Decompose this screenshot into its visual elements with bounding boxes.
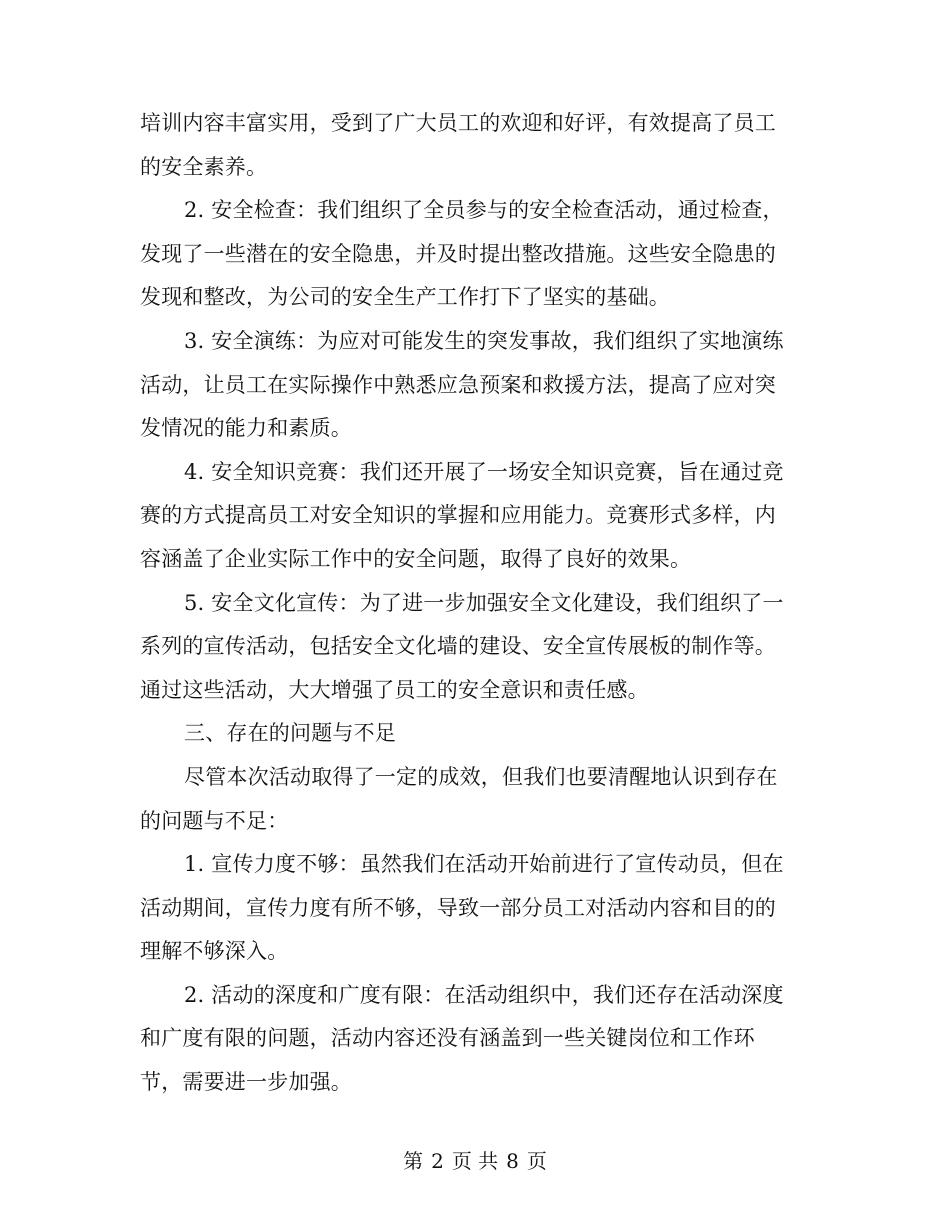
total-pages-number: 8 xyxy=(506,1149,519,1173)
section-heading: 三、存在的问题与不足 xyxy=(184,721,396,746)
text-line: 的问题与不足： xyxy=(140,808,289,833)
text-line: 活动期间，宣传力度有所不够，导致一部分员工对活动内容和目的的 xyxy=(140,895,776,920)
text-line: 活动，让员工在实际操作中熟悉应急预案和救援方法，提高了应对突 xyxy=(140,372,776,397)
text-line: 赛的方式提高员工对安全知识的掌握和应用能力。竞赛形式多样，内 xyxy=(140,503,776,528)
page-label-suffix: 页 xyxy=(526,1149,547,1173)
text-line: 节，需要进一步加强。 xyxy=(140,1070,352,1095)
document-body xyxy=(140,102,812,1105)
text-line: 培训内容丰富实用，受到了广大员工的欢迎和好评，有效提高了员工 xyxy=(140,111,776,135)
text-line: 3. 安全演练：为应对可能发生的突发事故，我们组织了实地演练 xyxy=(184,328,784,353)
text-line: 的安全素养。 xyxy=(140,154,268,179)
text-line: 通过这些活动，大大增强了员工的安全意识和责任感。 xyxy=(140,677,649,702)
text-line: 4. 安全知识竞赛：我们还开展了一场安全知识竞赛，旨在通过竞 xyxy=(184,459,784,484)
page-label-mid: 页 共 xyxy=(451,1149,499,1173)
text-line: 尽管本次活动取得了一定的成效，但我们也要清醒地认识到存在 xyxy=(184,764,778,789)
current-page-number: 2 xyxy=(431,1149,444,1173)
text-line: 和广度有限的问题，活动内容还没有涵盖到一些关键岗位和工作环 xyxy=(140,1026,755,1051)
text-line: 系列的宣传活动，包括安全文化墙的建设、安全宣传展板的制作等。 xyxy=(140,634,776,659)
text-line: 容涵盖了企业实际工作中的安全问题，取得了良好的效果。 xyxy=(140,546,692,571)
text-line: 1. 宣传力度不够：虽然我们在活动开始前进行了宣传动员，但在 xyxy=(184,852,784,877)
text-line: 发现了一些潜在的安全隐患，并及时提出整改措施。这些安全隐患的 xyxy=(140,241,776,266)
text-line: 2. 活动的深度和广度有限：在活动组织中，我们还存在活动深度 xyxy=(184,982,784,1007)
text-line: 2. 安全检查：我们组织了全员参与的安全检查活动，通过检查， xyxy=(184,198,784,223)
text-line: 5. 安全文化宣传：为了进一步加强安全文化建设，我们组织了一 xyxy=(184,590,784,615)
text-line: 发现和整改，为公司的安全生产工作打下了坚实的基础。 xyxy=(140,285,670,310)
page-label-prefix: 第 xyxy=(403,1149,424,1173)
text-line: 发情况的能力和素质。 xyxy=(140,416,352,441)
page-footer xyxy=(0,1146,950,1176)
text-line: 理解不够深入。 xyxy=(140,939,289,964)
